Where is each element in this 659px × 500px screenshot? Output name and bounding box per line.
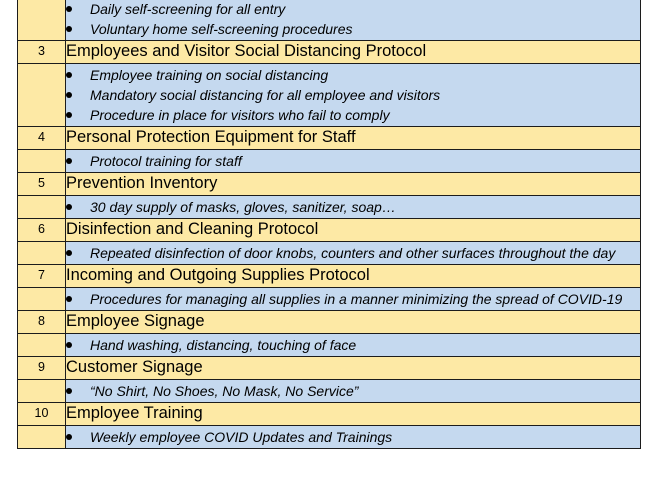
- section-items-cell: [66, 150, 641, 173]
- bullet-item: “No Shirt, No Shoes, No Mask, No Service”: [66, 382, 640, 400]
- section-items-row: [18, 380, 641, 403]
- section-number: 5: [18, 173, 66, 196]
- bullet-item: Daily self-screening for all entry: [66, 0, 640, 18]
- bullet-item: Repeated disinfection of door knobs, counters and other surfaces throughout the day: [66, 244, 640, 262]
- section-items-cell: [66, 426, 641, 449]
- bullet-item: Procedure in place for visitors who fail to comply: [66, 106, 640, 124]
- section-number: 9: [18, 357, 66, 380]
- section-number: 8: [18, 311, 66, 334]
- bullet-item: 30 day supply of masks, gloves, sanitizer, soap…: [66, 198, 640, 216]
- bullet-list: [66, 428, 640, 446]
- section-items-cell: [66, 288, 641, 311]
- number-spacer-cell: [18, 196, 66, 219]
- number-spacer-cell: [18, 64, 66, 127]
- section-number: 3: [18, 41, 66, 64]
- section-header-row: [18, 41, 641, 64]
- section-header-row: [18, 311, 641, 334]
- number-spacer-cell: [18, 426, 66, 449]
- section-title: Disinfection and Cleaning Protocol: [66, 219, 641, 242]
- number-spacer-cell: [18, 242, 66, 265]
- section-number: 10: [18, 403, 66, 426]
- number-spacer-cell: [18, 150, 66, 173]
- bullet-item: Weekly employee COVID Updates and Trainings: [66, 428, 640, 446]
- section-title: Personal Protection Equipment for Staff: [66, 127, 641, 150]
- section-items-row: [18, 196, 641, 219]
- section-title: Employees and Visitor Social Distancing Protocol: [66, 41, 641, 64]
- bullet-list: [66, 198, 640, 216]
- section-items-row: [18, 334, 641, 357]
- section-items-row: [18, 288, 641, 311]
- bullet-list: [66, 382, 640, 400]
- number-spacer-cell: [18, 334, 66, 357]
- section-number: 7: [18, 265, 66, 288]
- bullet-item: Mandatory social distancing for all employee and visitors: [66, 86, 640, 104]
- section-number: 4: [18, 127, 66, 150]
- section-header-row: [18, 127, 641, 150]
- bullet-item: Hand washing, distancing, touching of face: [66, 336, 640, 354]
- section-header-row: [18, 219, 641, 242]
- section-items-row: [18, 150, 641, 173]
- section-items-row: [18, 0, 641, 41]
- section-items-row: [18, 64, 641, 127]
- section-items-row: [18, 426, 641, 449]
- bullet-list: [66, 152, 640, 170]
- bullet-list: [66, 336, 640, 354]
- section-items-cell: [66, 64, 641, 127]
- section-title: Prevention Inventory: [66, 173, 641, 196]
- section-header-row: [18, 403, 641, 426]
- section-header-row: [18, 265, 641, 288]
- table-body: [18, 0, 641, 449]
- number-spacer-cell: [18, 288, 66, 311]
- section-items-cell: [66, 380, 641, 403]
- bullet-item: Procedures for managing all supplies in a manner minimizing the spread of COVID-19: [66, 290, 640, 308]
- section-number: 6: [18, 219, 66, 242]
- protocol-table: [17, 0, 641, 449]
- section-items-cell: [66, 242, 641, 265]
- bullet-item: Employee training on social distancing: [66, 66, 640, 84]
- section-header-row: [18, 357, 641, 380]
- bullet-item: Voluntary home self-screening procedures: [66, 20, 640, 38]
- section-title: Incoming and Outgoing Supplies Protocol: [66, 265, 641, 288]
- section-items-cell: [66, 196, 641, 219]
- section-items-cell: [66, 334, 641, 357]
- number-spacer-cell: [18, 0, 66, 41]
- bullet-item: Protocol training for staff: [66, 152, 640, 170]
- number-spacer-cell: [18, 380, 66, 403]
- section-header-row: [18, 173, 641, 196]
- section-title: Employee Training: [66, 403, 641, 426]
- bullet-list: [66, 290, 640, 308]
- section-title: Employee Signage: [66, 311, 641, 334]
- bullet-list: [66, 244, 640, 262]
- bullet-list: [66, 66, 640, 124]
- section-items-row: [18, 242, 641, 265]
- section-items-cell: [66, 0, 641, 41]
- bullet-list: [66, 0, 640, 38]
- section-title: Customer Signage: [66, 357, 641, 380]
